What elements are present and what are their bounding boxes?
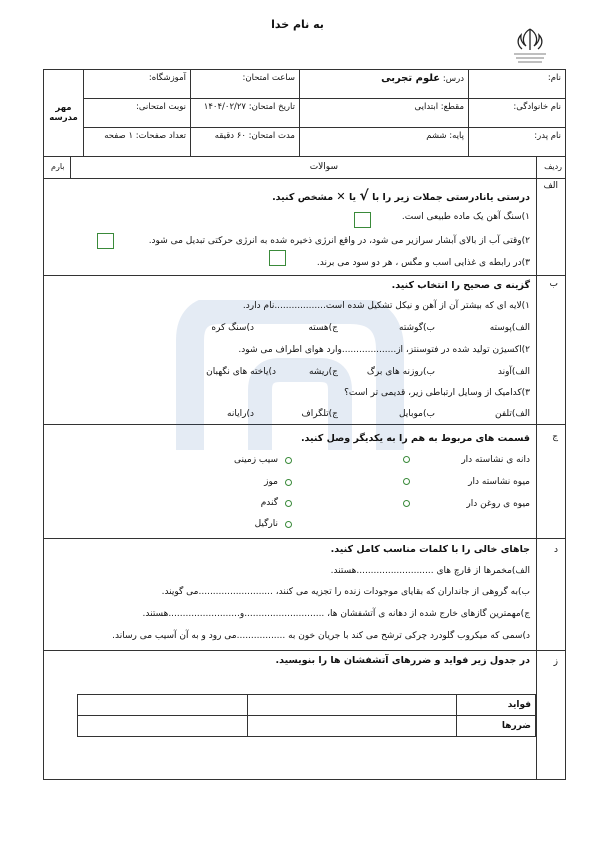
section-jim-title: قسمت های مربوط به هم را به یکدیگر وصل کنید.: [300, 433, 530, 444]
section-ze-title: در جدول زیر فواید و ضررهای آتشفشان ها را بنویسید.: [275, 655, 530, 666]
volcano-cell-2b[interactable]: [78, 716, 248, 737]
alef-answer-box-1[interactable]: [354, 212, 371, 228]
jim-left-dot-1[interactable]: [285, 457, 292, 464]
info-pages: تعداد صفحات: ۱ صفحه: [84, 128, 191, 157]
volcano-table: [77, 694, 536, 737]
be-q3-opt-a[interactable]: الف)تلفن: [495, 409, 530, 419]
section-label-alef: الف: [543, 181, 558, 191]
volcano-cell-2a[interactable]: [248, 716, 457, 737]
section-label-be: ب: [549, 279, 558, 289]
cross-icon: ✕: [336, 190, 346, 203]
be-q3-opt-b[interactable]: ب)موبایل: [398, 409, 435, 419]
be-q3-opt-d[interactable]: د)رایانه: [227, 409, 254, 419]
alef-item-1: ۱)سنگ آهن یک ماده طبیعی است.: [401, 212, 530, 222]
jim-left-2: موز: [264, 477, 278, 487]
be-q1-opt-a[interactable]: الف)پوسته: [489, 323, 530, 333]
section-dal-title: جاهای خالی را با کلمات مناسب کامل کنید.: [330, 544, 530, 555]
header-divider: [43, 178, 566, 179]
be-q3-opt-c[interactable]: ج)تلگراف: [301, 409, 338, 419]
row-column-divider: [536, 156, 537, 780]
jim-left-dot-2[interactable]: [285, 479, 292, 486]
dal-item-3: ج)مهمترین گازهای خارج شده از دهانه ی آتشفشان ها، ............................و.........................هستند.: [142, 609, 530, 619]
be-question-3: ۳)کدامیک از وسایل ارتباطی زیر، قدیمی تر است؟: [344, 388, 530, 398]
student-info-table: [43, 69, 566, 157]
section-be-title: گزینه ی صحیح را انتخاب کنید.: [391, 280, 530, 291]
table-row: [78, 695, 536, 716]
jim-left-dot-3[interactable]: [285, 500, 292, 507]
info-school: آموزشگاه:: [84, 70, 191, 99]
info-exam-date: تاریخ امتحان: ۱۴۰۴/۰۲/۲۷: [191, 99, 300, 128]
info-father: نام پدر:: [469, 128, 566, 157]
volcano-row-label-1: فواید: [457, 695, 536, 716]
iran-emblem-icon: [508, 26, 552, 66]
alef-answer-box-3[interactable]: [269, 250, 286, 266]
section-label-ze: ز: [553, 657, 558, 667]
volcano-cell-1a[interactable]: [248, 695, 457, 716]
info-grade: پایه: ششم: [300, 128, 469, 157]
questions-frame: [43, 156, 566, 780]
jim-left-3: گندم: [260, 498, 278, 508]
school-seal: مهر مدرسه: [44, 70, 84, 157]
be-question-2: ۲)اکسیژن تولید شده در فتوسنتز، از...................وارد هوای اطراف می شود.: [238, 345, 530, 355]
jim-right-dot-2[interactable]: [403, 478, 410, 485]
col-questions-header: سوالات: [309, 162, 338, 172]
dal-item-1: الف)مخمرها از قارچ های ...........................هستند.: [330, 566, 530, 576]
be-question-1: ۱)لایه ای که بیشتر آن از آهن و نیکل تشکیل شده است..................نام دارد.: [242, 301, 530, 311]
jim-right-dot-3[interactable]: [403, 500, 410, 507]
jim-left-4: نارگیل: [254, 519, 278, 529]
divider-3: [43, 538, 566, 539]
check-icon: √: [359, 188, 369, 204]
info-course: درس: علوم تجربی: [300, 70, 469, 99]
info-level: مقطع: ابتدایی: [300, 99, 469, 128]
col-score-header: بارم: [51, 162, 65, 171]
jim-right-2: میوه نشاسته دار: [468, 477, 530, 487]
jim-left-dot-4[interactable]: [285, 521, 292, 528]
be-q1-opt-c[interactable]: ج)هسته: [308, 323, 338, 333]
be-q2-opt-b[interactable]: ب)روزنه های برگ: [366, 367, 435, 377]
be-q1-opt-b[interactable]: ب)گوشته: [399, 323, 435, 333]
info-name: نام:: [469, 70, 566, 99]
jim-right-1: دانه ی نشاسته دار: [461, 455, 530, 465]
section-alef-title: درستی یانادرستی جملات زیر را با √ یا ✕ مشخص کنید.: [272, 188, 530, 204]
volcano-row-label-2: ضررها: [457, 716, 536, 737]
alef-answer-box-2[interactable]: [97, 233, 114, 249]
section-label-jim: ج: [552, 432, 558, 442]
be-q2-opt-a[interactable]: الف)آوند: [497, 367, 530, 377]
info-duration: مدت امتحان: ۶۰ دقیقه: [191, 128, 300, 157]
divider-4: [43, 650, 566, 651]
volcano-cell-1b[interactable]: [78, 695, 248, 716]
be-q1-opt-d[interactable]: د)سنگ کره: [211, 323, 254, 333]
col-row-header: ردیف: [544, 162, 562, 171]
be-q2-opt-c[interactable]: ج)ریشه: [308, 367, 338, 377]
page-title: به نام خدا: [271, 18, 324, 31]
info-exam-time: ساعت امتحان:: [191, 70, 300, 99]
jim-left-1: سیب زمینی: [233, 455, 278, 465]
jim-right-dot-1[interactable]: [403, 456, 410, 463]
score-column-divider: [70, 156, 71, 178]
divider-1: [43, 275, 566, 276]
dal-item-4: د)سمی که میکروب گلودرد چرکی ترشح می کند با جریان خون به .................می رود و به آن آسیب می رساند.: [112, 631, 530, 641]
dal-item-2: ب)به گروهی از جانداران که بقایای موجودات زنده را تجزیه می کنند، ..........................می گویند.: [161, 587, 530, 597]
alef-item-3: ۳)در رابطه ی غذایی اسب و مگس ، هر دو سود می برند.: [316, 258, 530, 268]
be-q2-opt-d[interactable]: د)یاخته های نگهبان: [206, 367, 276, 377]
alef-item-2: ۲)وقتی آب از بالای آبشار سرازیر می شود، در واقع انرژی ذخیره شده به انرژی حرکتی تبدیل می شود.: [148, 236, 530, 246]
info-family: نام خانوادگی:: [469, 99, 566, 128]
section-label-dal: د: [553, 545, 558, 555]
table-row: [78, 716, 536, 737]
info-exam-turn: نوبت امتحانی:: [84, 99, 191, 128]
jim-right-3: میوه ی روغن دار: [466, 499, 530, 509]
